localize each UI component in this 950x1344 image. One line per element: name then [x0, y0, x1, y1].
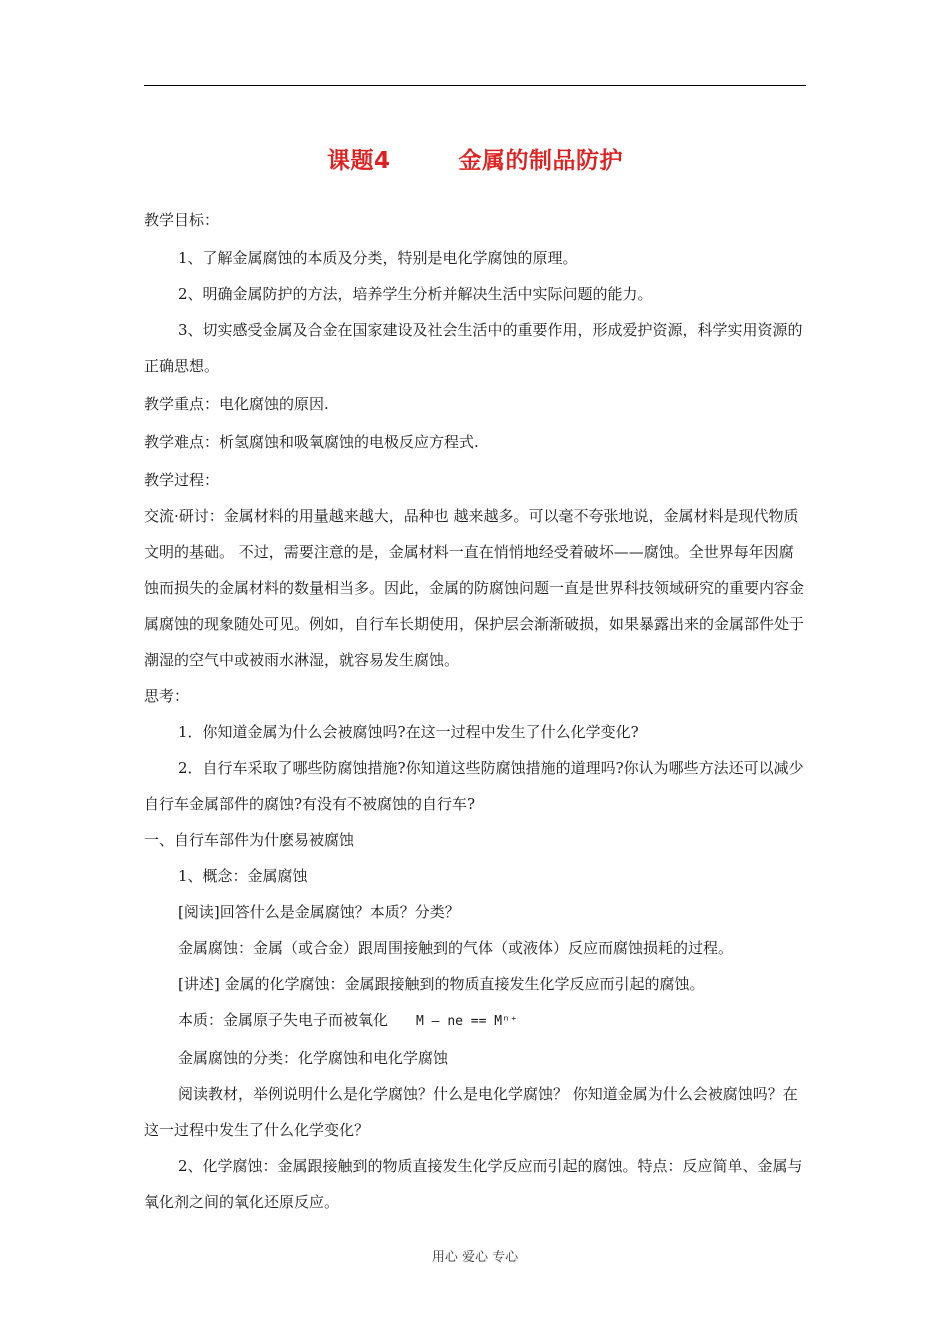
- oxidation-formula: M – ne == Mⁿ⁺: [416, 1014, 518, 1029]
- difficulty: 教学难点：析氢腐蚀和吸氧腐蚀的电极反应方程式.: [144, 433, 479, 451]
- document-body: [144, 202, 808, 1220]
- corrosion-definition: 金属腐蚀：金属（或合金）跟周围接触到的气体（或液体）反应而腐蚀损耗的过程。: [178, 939, 734, 957]
- process-heading: 教学过程：: [144, 471, 220, 489]
- chemical-corrosion: 2、化学腐蚀：金属跟接触到的物质直接发生化学反应而引起的腐蚀。特点：反应简单、金属与氧化剂之间的氧化还原反应。: [144, 1157, 803, 1211]
- think-heading: 思考：: [144, 687, 190, 705]
- classification-line: 金属腐蚀的分类：化学腐蚀和电化学腐蚀: [178, 1049, 449, 1067]
- think-item: 1．你知道金属为什么会被腐蚀吗?在这一过程中发生了什么化学变化?: [178, 723, 639, 741]
- objectives-heading: 教学目标：: [144, 211, 220, 229]
- page-footer: 用心 爱心 专心: [431, 1250, 519, 1265]
- objective-item: 1、了解金属腐蚀的本质及分类，特别是电化学腐蚀的原理。: [178, 249, 578, 267]
- objective-item: 3、切实感受金属及合金在国家建设及社会生活中的重要作用，形成爱护资源，科学实用资源的正确思想。: [144, 321, 803, 375]
- section-heading: 一、自行车部件为什麽易被腐蚀: [144, 831, 355, 849]
- discussion-paragraph: 交流·研讨：金属材料的用量越来越大，品种也 越来越多。可以毫不夸张地说，金属材料是现代物质文明的基础。 不过，需要注意的是，金属材料一直在悄悄地经受着破坏——腐蚀。全世界每年因腐蚀而损失的金属材料的数量相当多。因此，金属的防腐蚀问题一直是世界科技领域研究的重要内容金属腐蚀的现象随处可见。例如，自行车长期使用，保护层会渐渐破损，如果暴露出来的金属部件处于潮湿的空气中或被雨水淋湿，就容易发生腐蚀。: [144, 507, 805, 669]
- header-rule: [144, 85, 806, 86]
- page-title: 课题4 金属的制品防护: [326, 148, 624, 174]
- essence-text: 本质：金属原子失电子而被氧化: [178, 1011, 389, 1029]
- reading-prompt: [阅读]回答什么是金属腐蚀？本质？分类？: [178, 903, 460, 921]
- reading-task: 阅读教材，举例说明什么是化学腐蚀？什么是电化学腐蚀？ 你知道金属为什么会被腐蚀吗？在这一过程中发生了什么化学变化？: [144, 1085, 798, 1139]
- objective-item: 2、明确金属防护的方法，培养学生分析并解决生活中实际问题的能力。: [178, 285, 653, 303]
- key-point: 教学重点：电化腐蚀的原因.: [144, 395, 329, 413]
- think-item: 2．自行车采取了哪些防腐蚀措施?你知道这些防腐蚀措施的道理吗?你认为哪些方法还可以减少自行车金属部件的腐蚀?有没有不被腐蚀的自行车?: [144, 759, 804, 813]
- concept-heading: 1、概念：金属腐蚀: [178, 867, 308, 885]
- lecture-note: [讲述] 金属的化学腐蚀：金属跟接触到的物质直接发生化学反应而引起的腐蚀。: [178, 975, 705, 993]
- essence-line: [144, 1002, 808, 1040]
